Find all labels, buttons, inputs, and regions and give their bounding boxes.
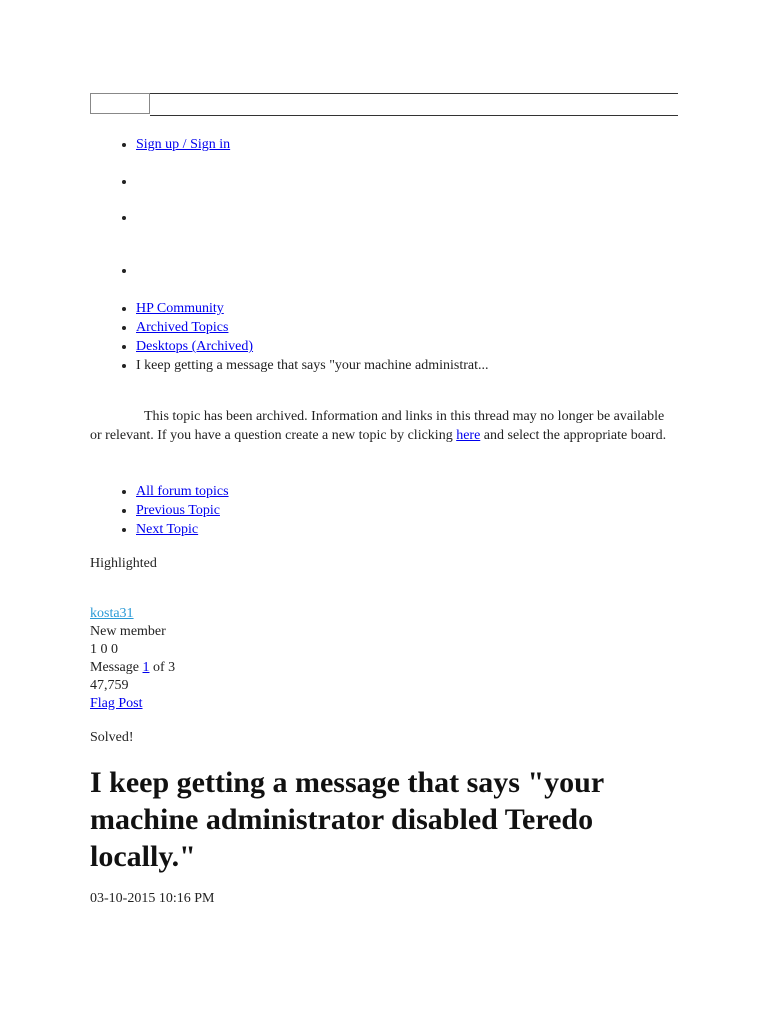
breadcrumb-item-current xyxy=(136,356,489,375)
post-author-block xyxy=(90,605,175,713)
post-date: 03-10-2015 10:16 PM xyxy=(90,891,215,906)
topic-nav-item xyxy=(136,482,229,501)
highlighted-label: Highlighted xyxy=(90,556,157,571)
author-link[interactable]: kosta31 xyxy=(90,606,134,621)
search-input[interactable] xyxy=(90,93,150,114)
all-forum-topics-link[interactable]: All forum topics xyxy=(136,484,229,499)
previous-topic-link[interactable]: Previous Topic xyxy=(136,503,220,518)
topic-navigation xyxy=(90,482,229,539)
archive-notice-text-end: and select the appropriate board. xyxy=(480,427,667,443)
user-menu-empty-3 xyxy=(90,261,136,280)
user-menu xyxy=(90,135,230,154)
flag-post-link[interactable]: Flag Post xyxy=(90,696,143,711)
message-counter-suffix: of 3 xyxy=(149,660,176,675)
search-bar xyxy=(90,93,678,115)
thread-title: I keep getting a message that says "your machine administrator disabled Teredo locally." xyxy=(90,766,604,873)
view-count: 47,759 xyxy=(90,678,129,693)
breadcrumb-item xyxy=(136,299,489,318)
author-stats: 1 0 0 xyxy=(90,642,118,657)
archive-notice-text: This topic has been archived. Information and links in this thread may no longer be available or relevant. If you have a question create a new topic by clicking xyxy=(90,409,665,443)
sign-in-link[interactable]: Sign up / Sign in xyxy=(136,137,231,152)
user-menu-empty-2 xyxy=(90,208,136,227)
breadcrumb xyxy=(90,299,489,375)
breadcrumb-item xyxy=(136,318,489,337)
user-menu-item-signin xyxy=(136,135,230,154)
breadcrumb-link-hp-community[interactable]: HP Community xyxy=(136,301,224,316)
solved-label: Solved! xyxy=(90,730,134,745)
topic-nav-item xyxy=(136,520,229,539)
message-counter xyxy=(90,659,175,677)
topic-nav-item xyxy=(136,501,229,520)
new-topic-link[interactable]: here xyxy=(456,427,481,443)
message-number-link[interactable]: 1 xyxy=(142,660,150,675)
search-divider-bottom xyxy=(150,115,678,116)
user-menu-empty-1 xyxy=(90,172,136,191)
next-topic-link[interactable]: Next Topic xyxy=(136,522,199,537)
search-divider-top xyxy=(150,93,678,94)
archive-notice xyxy=(90,408,670,445)
breadcrumb-item xyxy=(136,337,489,356)
breadcrumb-link-desktops[interactable]: Desktops (Archived) xyxy=(136,339,254,354)
message-counter-prefix: Message xyxy=(90,660,143,675)
breadcrumb-current-label: I keep getting a message that says "your machine administrat... xyxy=(136,358,489,373)
author-rank: New member xyxy=(90,624,166,639)
breadcrumb-link-archived-topics[interactable]: Archived Topics xyxy=(136,320,229,335)
